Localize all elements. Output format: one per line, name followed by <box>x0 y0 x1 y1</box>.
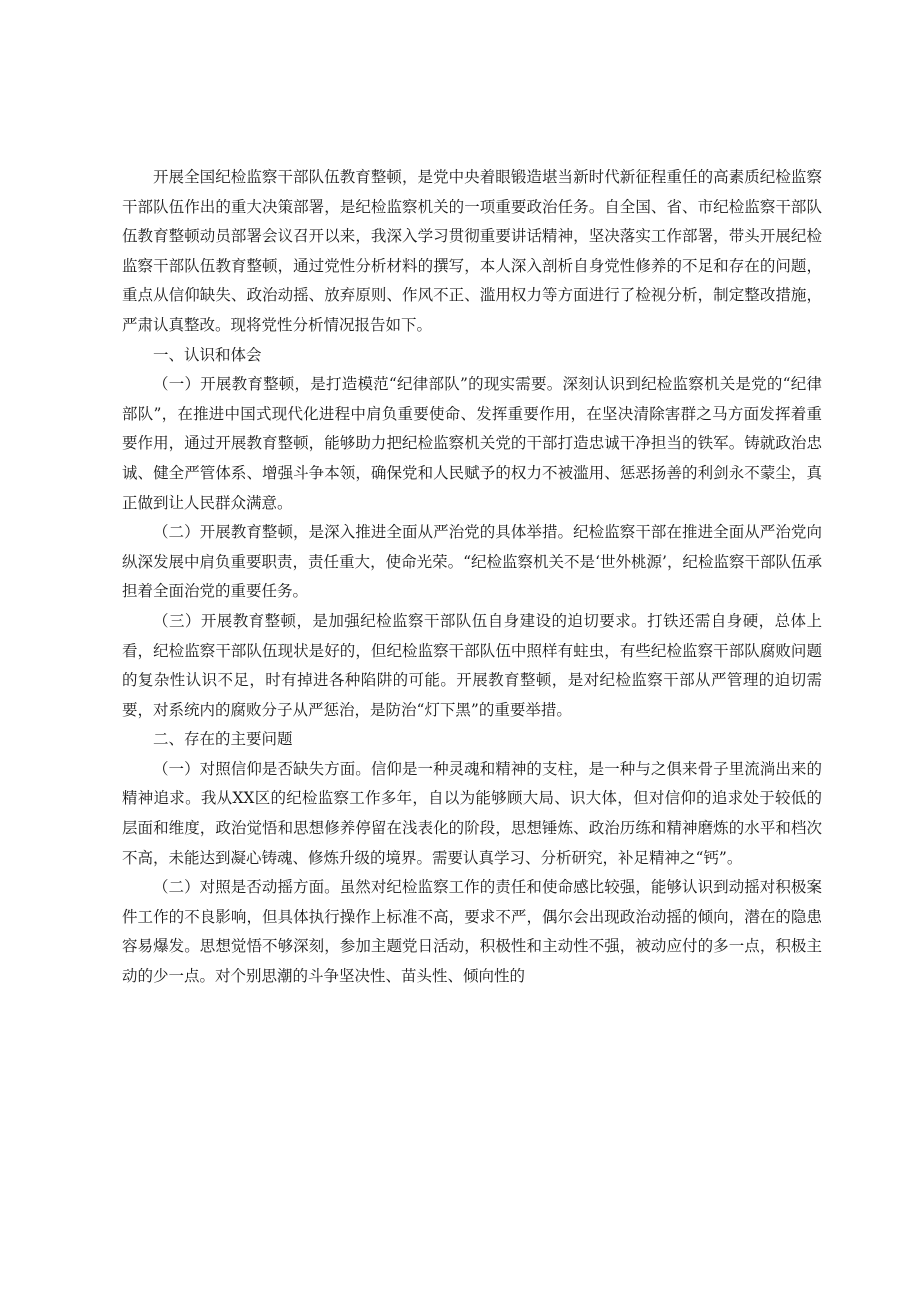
section-heading-2: 二、存在的主要问题 <box>153 730 293 749</box>
section-heading-1: 一、认识和体会 <box>153 345 262 364</box>
intro-paragraph: 开展全国纪检监察干部队伍教育整顿，是党中央着眼锻造堪当新时代新征程重任的高素质纪检监察干部队伍作出的重大决策部署，是纪检监察机关的一项重要政治任务。自全国、省、市纪检监察干部队伍教育整顿动员部署会议召开以来，我深入学习贯彻重要讲话精神，坚决落实工作部署，带头开展纪检监察干部队伍教育整顿，通过党性分析材料的撰写，本人深入剖析自身党性修养的不足和存在的问题，重点从信仰缺失、政治动摇、放弃原则、作风不正、滥用权力等方面进行了检视分析，制定整改措施，严肃认真整改。现将党性分析情况报告如下。 <box>122 168 822 334</box>
paragraph-1-2: （二）开展教育整顿，是深入推进全面从严治党的具体举措。纪检监察干部在推进全面从严治党向纵深发展中肩负重要职责，责任重大，使命光荣。“纪检监察机关不是‘世外桃源’，纪检监察干部队伍承担着全面治党的重要任务。 <box>122 523 822 601</box>
paragraph-2-2: （二）对照是否动摇方面。虽然对纪检监察工作的责任和使命感比较强，能够认识到动摇对积极案件工作的不良影响，但具体执行操作上标准不高，要求不严，偶尔会出现政治动摇的倾向，潜在的隐患容易爆发。思想觉悟不够深刻，参加主题党日活动，积极性和主动性不强，被动应付的多一点，积极主动的少一点。对个别思潮的斗争坚决性、苗头性、倾向性的 <box>122 878 822 986</box>
paragraph-1-3: （三）开展教育整顿，是加强纪检监察干部队伍自身建设的迫切要求。打铁还需自身硬，总体上看，纪检监察干部队伍现状是好的，但纪检监察干部队伍中照样有蛀虫，有些纪检监察干部队腐败问题的复杂性认识不足，时有掉进各种陷阱的可能。开展教育整顿，是对纪检监察干部从严管理的迫切需要，对系统内的腐败分子从严惩治，是防治“灯下黑”的重要举措。 <box>122 611 822 719</box>
paragraph-1-1: （一）开展教育整顿，是打造模范“纪律部队”的现实需要。深刻认识到纪检监察机关是党的“纪律部队”，在推进中国式现代化进程中肩负重要使命、发挥重要作用，在坚决清除害群之马方面发挥着重要作用，通过开展教育整顿，能够助力把纪检监察机关党的干部打造忠诚干净担当的铁军。铸就政治忠诚、健全严管体系、增强斗争本领，确保党和人民赋予的权力不被滥用、惩恶扬善的利剑永不蒙尘，真正做到让人民群众满意。 <box>122 375 822 512</box>
paragraph-2-1: （一）对照信仰是否缺失方面。信仰是一种灵魂和精神的支柱，是一种与之俱来骨子里流淌出来的精神追求。我从XX区的纪检监察工作多年，自以为能够顾大局、识大体，但对信仰的追求处于较低的层面和维度，政治觉悟和思想修养停留在浅表化的阶段，思想锤炼、政治历练和精神磨炼的水平和档次不高，未能达到凝心铸魂、修炼升级的境界。需要认真学习、分析研究，补足精神之“钙”。 <box>122 759 822 867</box>
document-body <box>122 163 822 992</box>
